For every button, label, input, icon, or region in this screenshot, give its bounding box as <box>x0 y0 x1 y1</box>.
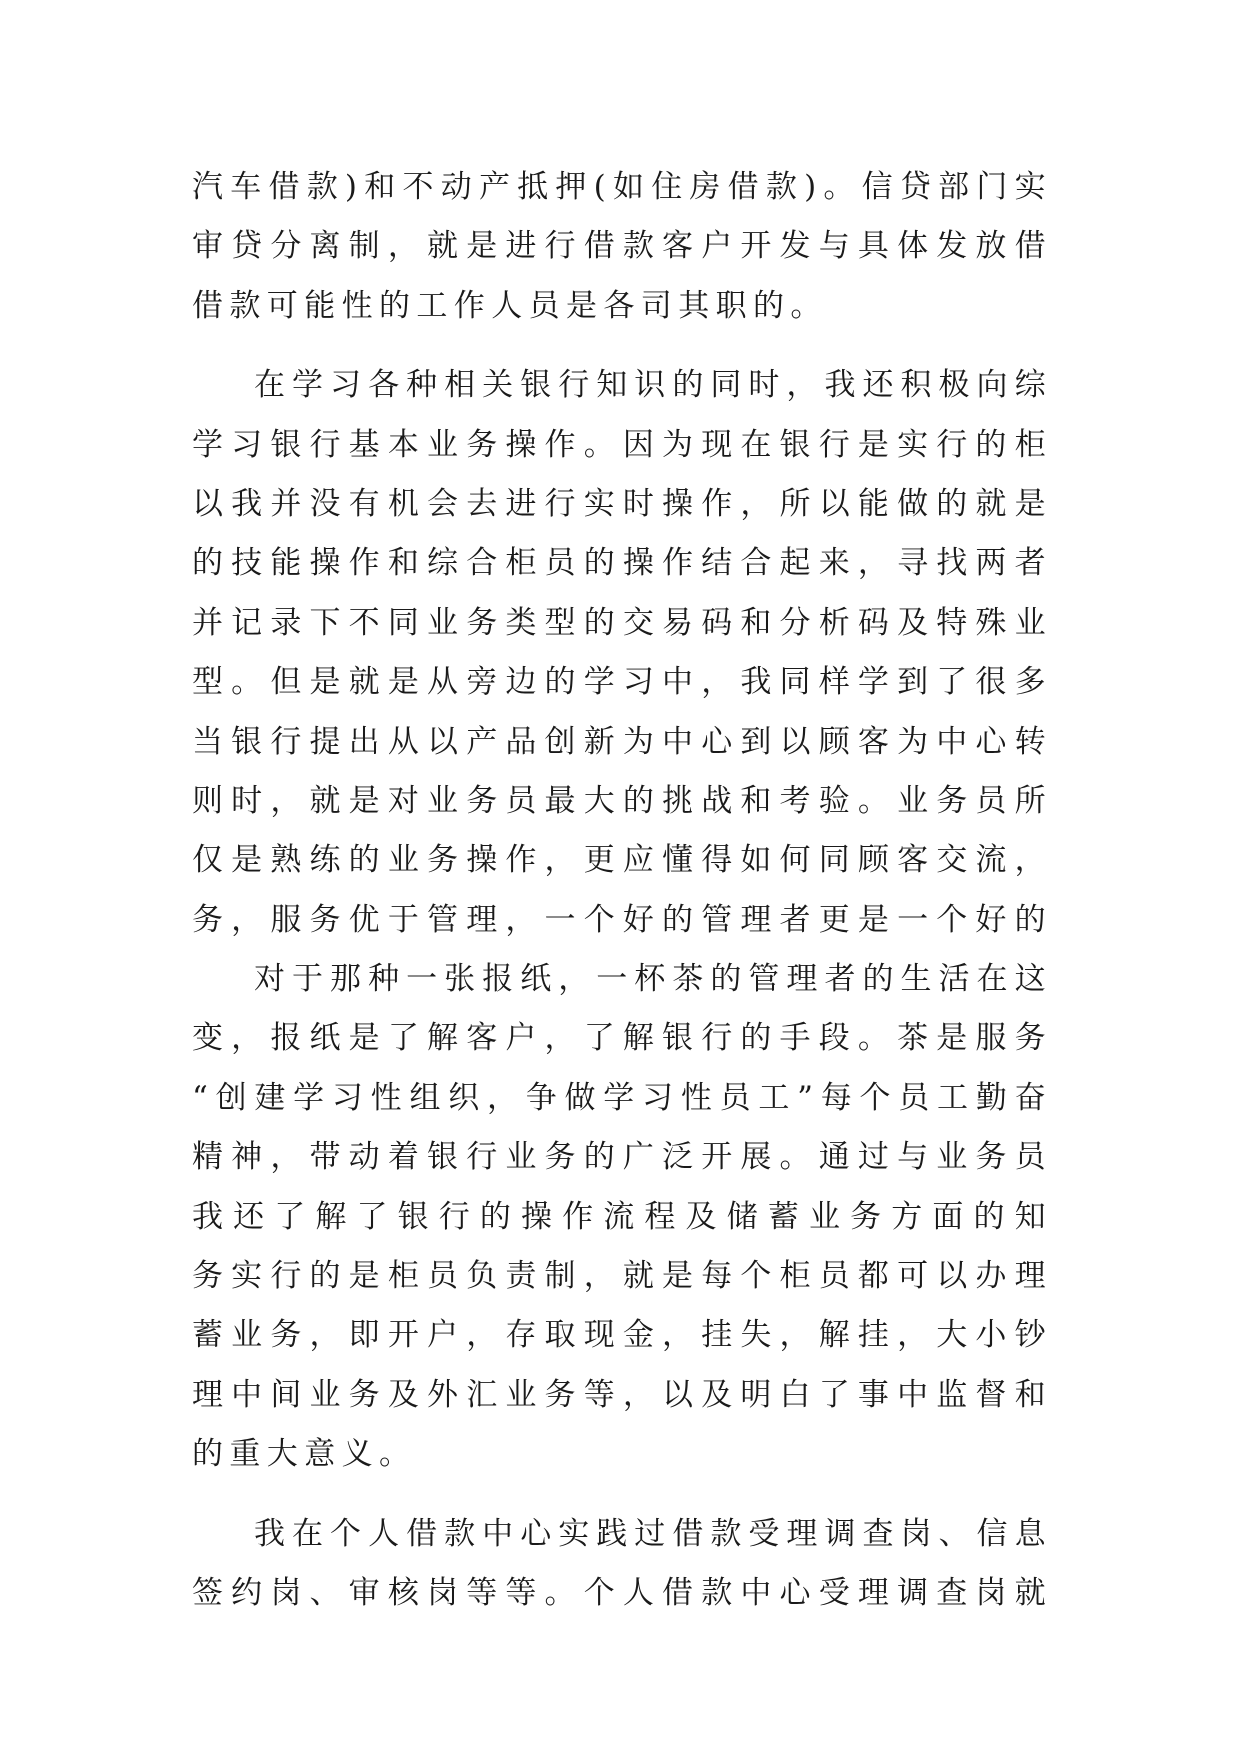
text-line: 审贷分离制，就是进行借款客户开发与具体发放借 <box>192 228 1052 265</box>
text-line: 变，报纸是了解客户，了解银行的手段。茶是服务 <box>192 1020 1052 1057</box>
text-line: 借款可能性的工作人员是各司其职的。 <box>192 287 828 324</box>
paragraph-first-line: 我在个人借款中心实践过借款受理调查岗、信息 <box>254 1515 1052 1552</box>
paragraph-first-line: 在学习各种相关银行知识的同时，我还积极向综 <box>254 367 1052 404</box>
text-line: 的技能操作和综合柜员的操作结合起来，寻找两者 <box>192 545 1052 582</box>
text-line: 蓄业务，即开户，存取现金，挂失，解挂，大小钞 <box>192 1317 1052 1354</box>
body-text <box>192 158 1052 1623</box>
text-line: 并记录下不同业务类型的交易码和分析码及特殊业 <box>192 604 1052 641</box>
text-line: 我还了解了银行的操作流程及储蓄业务方面的知 <box>192 1198 1052 1235</box>
text-line: 当银行提出从以产品创新为中心到以顾客为中心转 <box>192 723 1052 760</box>
text-line: 学习银行基本业务操作。因为现在银行是实行的柜 <box>192 426 1052 463</box>
text-line: 务实行的是柜员负责制，就是每个柜员都可以办理 <box>192 1258 1052 1295</box>
text-line: 签约岗、审核岗等等。个人借款中心受理调查岗就 <box>192 1574 1052 1611</box>
text-line: 的重大意义。 <box>192 1436 417 1473</box>
text-line: 型。但是就是从旁边的学习中，我同样学到了很多 <box>192 664 1052 701</box>
text-line: 仅是熟练的业务操作，更应懂得如何同顾客交流， <box>192 842 1052 879</box>
text-line: 汽车借款)和不动产抵押(如住房借款)。信贷部门实 <box>192 169 1052 205</box>
text-line: 精神，带动着银行业务的广泛开展。通过与业务员 <box>192 1139 1052 1176</box>
paragraph-first-line: 对于那种一张报纸，一杯茶的管理者的生活在这 <box>254 961 1052 998</box>
text-line: “创建学习性组织，争做学习性员工”每个员工勤奋 <box>192 1079 1052 1116</box>
text-line: 以我并没有机会去进行实时操作，所以能做的就是 <box>192 485 1052 522</box>
text-line: 则时，就是对业务员最大的挑战和考验。业务员所 <box>192 782 1052 819</box>
text-line: 务，服务优于管理，一个好的管理者更是一个好的 <box>192 901 1052 938</box>
text-line: 理中间业务及外汇业务等，以及明白了事中监督和 <box>192 1376 1052 1413</box>
